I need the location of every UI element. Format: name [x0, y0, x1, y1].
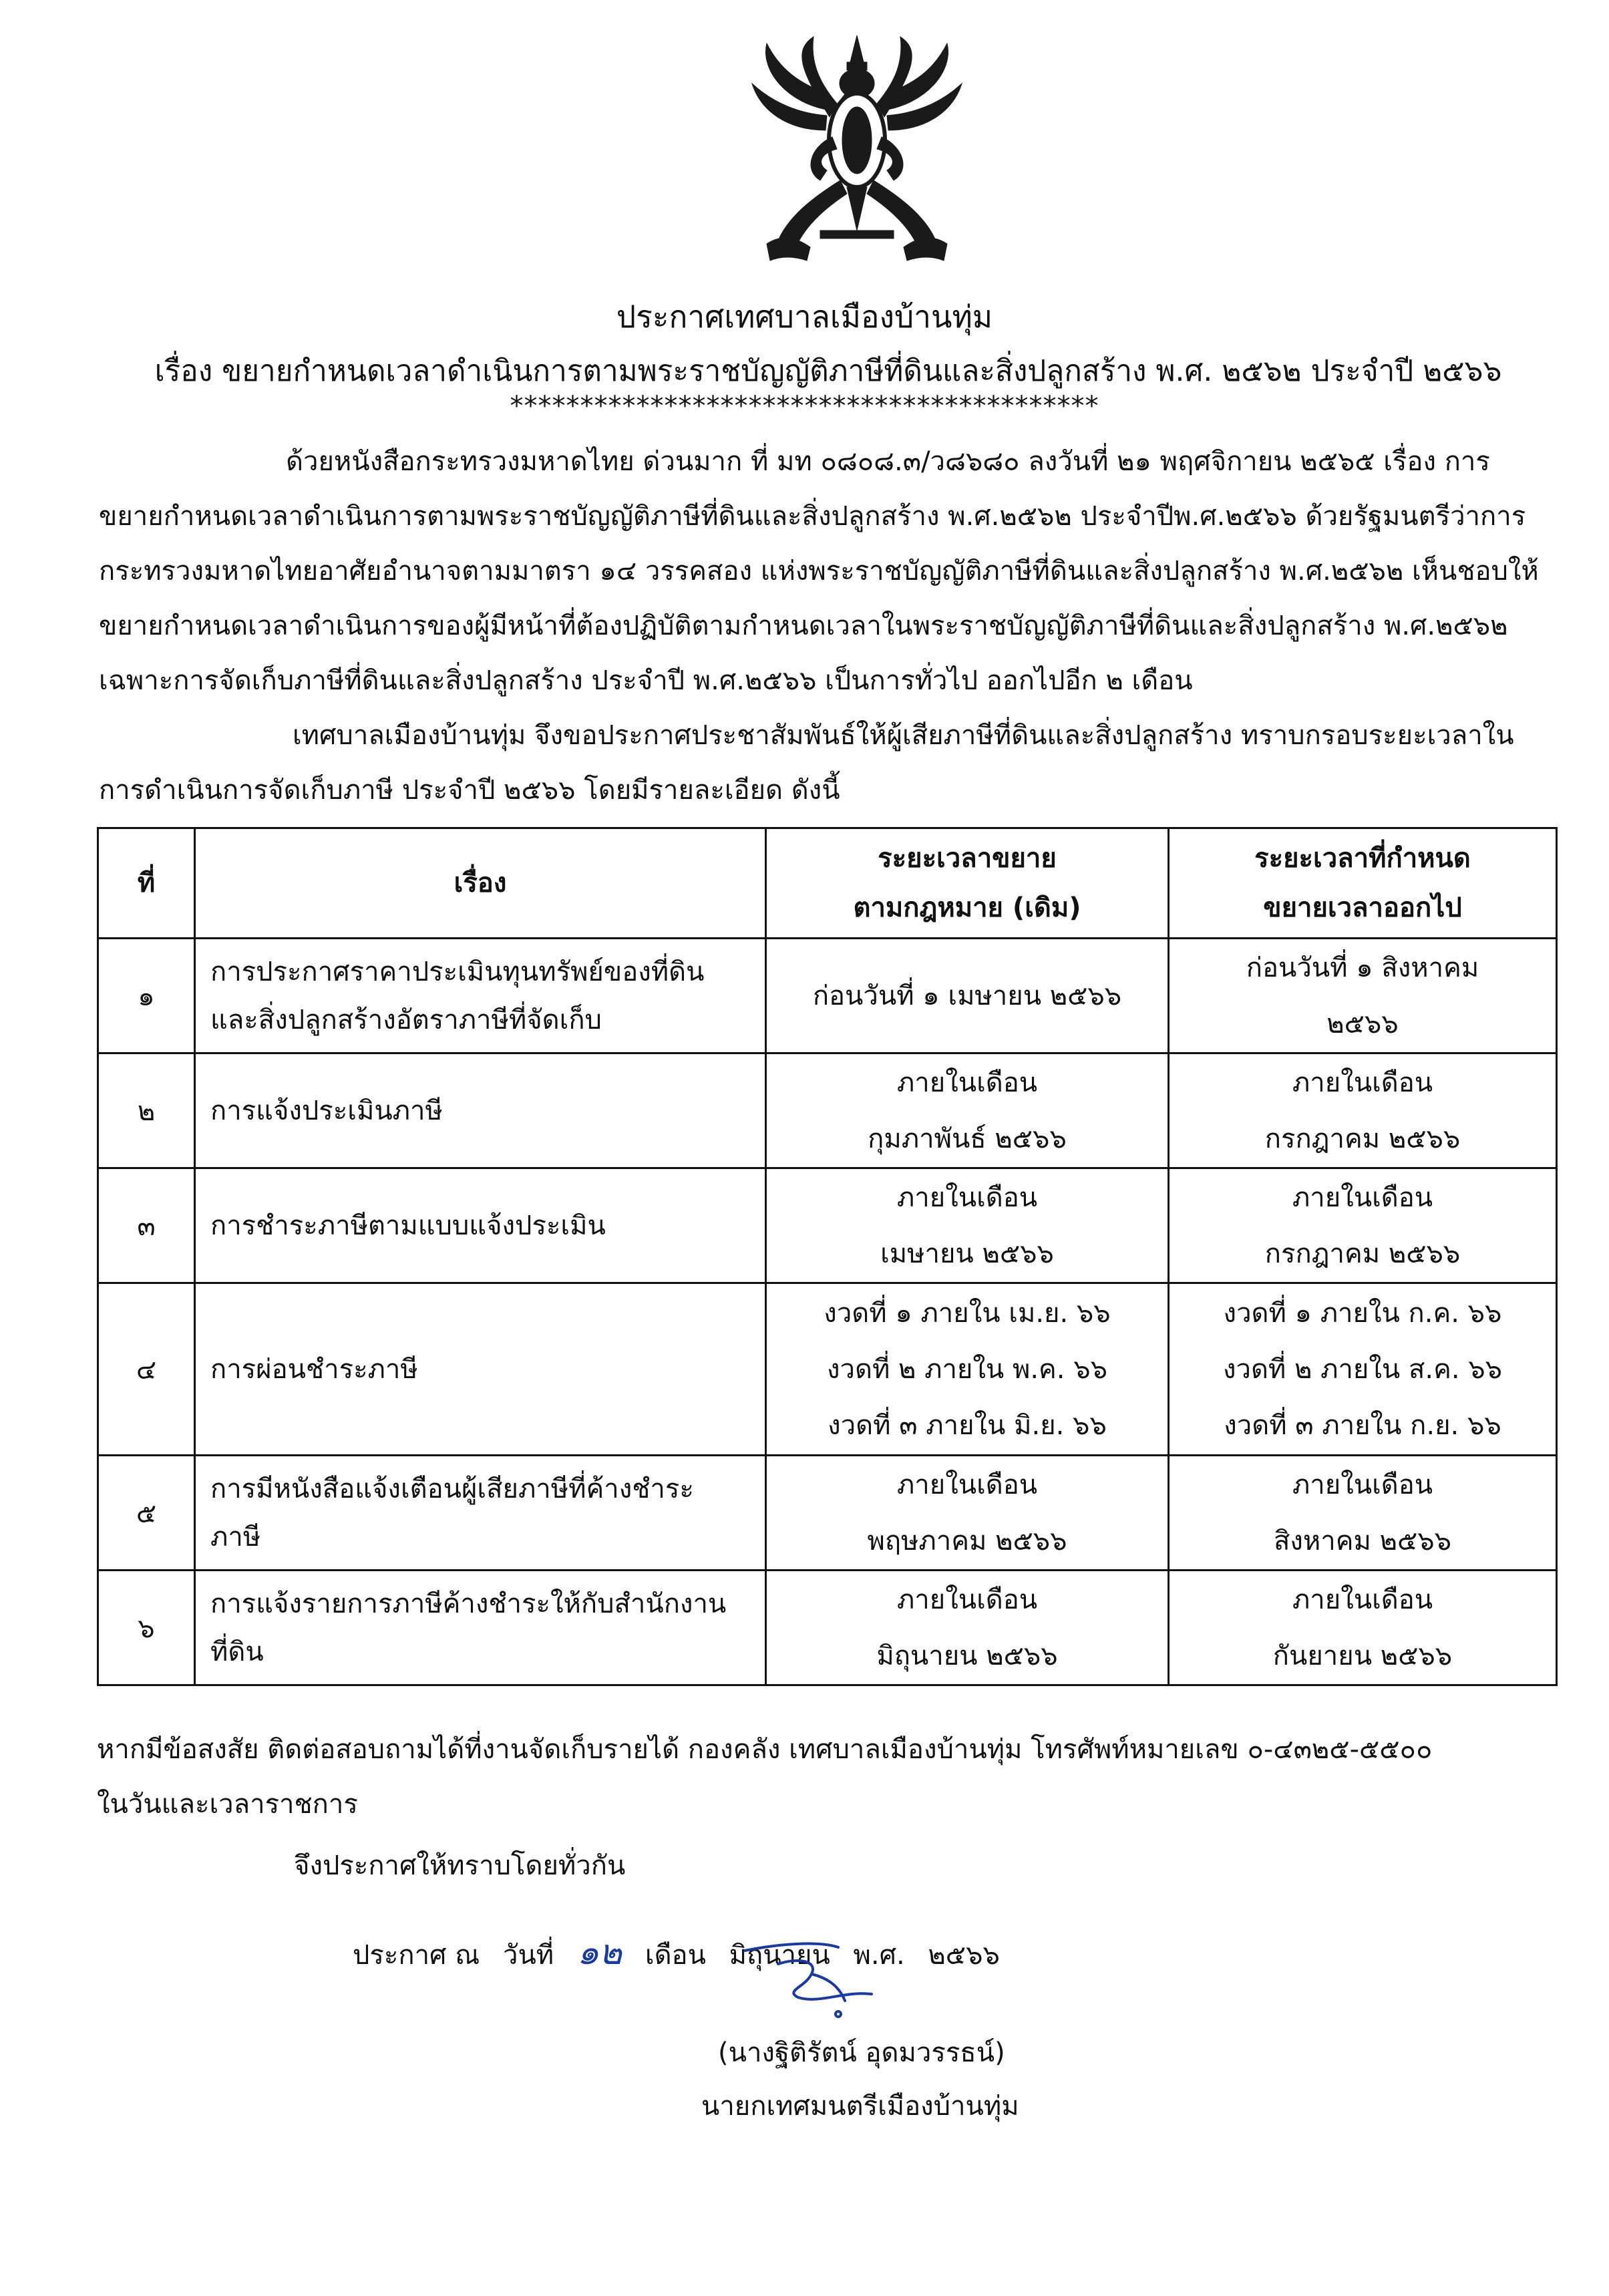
topic-line: การมีหนังสือแจ้งเตือนผู้เสียภาษีที่ค้างชำระ: [210, 1473, 694, 1504]
topic-line: และสิ่งปลูกสร้างอัตราภาษีที่จัดเก็บ: [210, 1004, 602, 1035]
extended-line: ภายในเดือน: [1292, 1182, 1433, 1213]
paragraph-notice: [99, 708, 1585, 818]
date-day: ๑๒: [576, 1933, 622, 1973]
extended-line: ๒๕๖๖: [1326, 1008, 1399, 1039]
extended-line: งวดที่ ๓ ภายใน ก.ย. ๖๖: [1224, 1410, 1501, 1441]
extended-line: งวดที่ ๒ ภายใน ส.ค. ๖๖: [1222, 1353, 1503, 1385]
date-year-label: พ.ศ.: [853, 1940, 905, 1971]
paragraph-line: กระทรวงมหาดไทยอาศัยอำนาจตามมาตรา ๑๔ วรรคสอง แห่งพระราชบัญญัติภาษีที่ดินและสิ่งปลูกสร้าง พ.ศ.๒๕๖๒ เห็นชอบให้: [99, 556, 1539, 587]
paragraph-line: เฉพาะการจัดเก็บภาษีที่ดินและสิ่งปลูกสร้าง ประจำปี พ.ศ.๒๕๖๖ เป็นการทั่วไป ออกไปอีก ๒ เดือน: [99, 665, 1193, 696]
table-row: [98, 1571, 1557, 1685]
legal-line: ภายในเดือน: [896, 1469, 1038, 1500]
garuda-emblem-icon: [747, 30, 967, 277]
extended-line: ภายในเดือน: [1292, 1584, 1433, 1615]
table-row: [98, 1283, 1557, 1456]
extended-line: กรกฎาคม ๒๕๖๖: [1264, 1123, 1461, 1154]
legal-line: ภายในเดือน: [896, 1067, 1038, 1098]
closing-statement: จึงประกาศให้ทราบโดยทั่วกัน: [294, 1850, 626, 1881]
extended-line: งวดที่ ๑ ภายใน ก.ค. ๖๖: [1223, 1297, 1502, 1329]
extended-line: สิงหาคม ๒๕๖๖: [1273, 1525, 1452, 1556]
legal-line: งวดที่ ๑ ภายใน เม.ย. ๖๖: [824, 1297, 1111, 1329]
legal-line: งวดที่ ๓ ภายใน มิ.ย. ๖๖: [828, 1410, 1107, 1441]
legal-line: เมษายน ๒๕๖๖: [880, 1238, 1054, 1269]
row-legal-period: [766, 1456, 1169, 1571]
row-number: ๔: [98, 1283, 195, 1456]
legal-line: กุมภาพันธ์ ๒๕๖๖: [868, 1123, 1067, 1154]
table-row: [98, 1456, 1557, 1571]
paragraph-background: [99, 434, 1585, 708]
topic-line: การผ่อนชำระภาษี: [210, 1353, 418, 1385]
row-legal-period: [766, 939, 1169, 1053]
table-row: [98, 939, 1557, 1053]
topic-line: การแจ้งรายการภาษีค้างชำระให้กับสำนักงาน: [210, 1588, 727, 1619]
date-month-label: เดือน: [645, 1940, 706, 1971]
signer-position: นายกเทศมนตรีเมืองบ้านทุ่ม: [701, 2091, 1019, 2122]
date-day-label: วันที่: [502, 1940, 554, 1971]
legal-line: มิถุนายน ๒๕๖๖: [876, 1640, 1058, 1671]
row-topic: [195, 1283, 766, 1456]
paragraph-line: เทศบาลเมืองบ้านทุ่ม จึงขอประกาศประชาสัมพันธ์ให้ผู้เสียภาษีที่ดินและสิ่งปลูกสร้าง ทราบกรอบระยะเวลาใน: [293, 720, 1514, 751]
topic-line: ภาษี: [210, 1521, 261, 1552]
announcement-subject: เรื่อง ขยายกำหนดเวลาดำเนินการตามพระราชบัญญัติภาษีที่ดินและสิ่งปลูกสร้าง พ.ศ. ๒๕๖๒ ประจำปี ๒๕๖๖: [154, 354, 1502, 388]
header-legal-period: [766, 828, 1169, 939]
row-topic: [195, 1571, 766, 1685]
paragraph-line: ขยายกำหนดเวลาดำเนินการตามพระราชบัญญัติภาษีที่ดินและสิ่งปลูกสร้าง พ.ศ.๒๕๖๒ ประจำปีพ.ศ.๒๕๖๖ ด้วยรัฐมนตรีว่าการ: [99, 501, 1526, 532]
row-extended-period: [1169, 1283, 1557, 1456]
extended-line: ภายในเดือน: [1292, 1067, 1433, 1098]
legal-line: ภายในเดือน: [896, 1182, 1038, 1213]
header-no: ที่: [98, 828, 195, 939]
legal-line: ภายในเดือน: [896, 1584, 1038, 1615]
row-extended-period: [1169, 1456, 1557, 1571]
signature-mark: [738, 1937, 892, 2031]
contact-info: [97, 1722, 1586, 1832]
row-extended-period: [1169, 1168, 1557, 1283]
announcement-date: [353, 1924, 1015, 1979]
extended-line: ภายในเดือน: [1292, 1469, 1433, 1500]
table-row: [98, 1053, 1557, 1168]
legal-line: ก่อนวันที่ ๑ เมษายน ๒๕๖๖: [812, 980, 1122, 1011]
extended-line: กันยายน ๒๕๖๖: [1272, 1640, 1453, 1671]
row-number: ๒: [98, 1053, 195, 1168]
row-extended-period: [1169, 939, 1557, 1053]
schedule-table: [97, 827, 1558, 1686]
topic-line: ที่ดิน: [210, 1636, 264, 1667]
signer-name: (นางฐิติรัตน์ อุดมวรรธน์): [718, 2037, 1005, 2068]
row-topic: [195, 1053, 766, 1168]
legal-line: พฤษภาคม ๒๕๖๖: [867, 1525, 1067, 1556]
row-number: ๖: [98, 1571, 195, 1685]
row-number: ๓: [98, 1168, 195, 1283]
row-number: ๕: [98, 1456, 195, 1571]
topic-line: การชำระภาษีตามแบบแจ้งประเมิน: [210, 1210, 606, 1241]
row-topic: [195, 939, 766, 1053]
header-legal-line: ระยะเวลาขยาย: [878, 843, 1057, 874]
date-prefix: ประกาศ ณ: [353, 1940, 480, 1971]
paragraph-line: ขยายกำหนดเวลาดำเนินการของผู้มีหน้าที่ต้องปฏิบัติตามกำหนดเวลาในพระราชบัญญัติภาษีที่ดินและสิ่งปลูกสร้าง พ.ศ.๒๕๖๒: [99, 611, 1508, 641]
row-legal-period: [766, 1283, 1169, 1456]
row-topic: [195, 1456, 766, 1571]
date-month: มิถุนายน: [729, 1940, 830, 1971]
row-extended-period: [1169, 1053, 1557, 1168]
announcement-title: ประกาศเทศบาลเมืองบ้านทุ่ม: [616, 299, 993, 335]
topic-line: การแจ้งประเมินภาษี: [210, 1095, 443, 1126]
row-extended-period: [1169, 1571, 1557, 1685]
row-legal-period: [766, 1168, 1169, 1283]
header-extended-line: ระยะเวลาที่กำหนด: [1254, 843, 1471, 874]
table-header-row: [98, 828, 1557, 939]
date-year: ๒๕๖๖: [928, 1940, 1000, 1971]
header-extended-period: [1169, 828, 1557, 939]
legal-line: งวดที่ ๒ ภายใน พ.ค. ๖๖: [826, 1353, 1108, 1385]
header-extended-line: ขยายเวลาออกไป: [1263, 892, 1462, 923]
row-legal-period: [766, 1053, 1169, 1168]
paragraph-line: ด้วยหนังสือกระทรวงมหาดไทย ด่วนมาก ที่ มท ๐๘๐๘.๓/ว๘๖๘๐ ลงวันที่ ๒๑ พฤศจิกายน ๒๕๖๕ เรื่อง การ: [286, 446, 1490, 477]
table-row: [98, 1168, 1557, 1283]
header-topic: เรื่อง: [195, 828, 766, 939]
header-legal-line: ตามกฎหมาย (เดิม): [853, 892, 1081, 923]
topic-line: การประกาศราคาประเมินทุนทรัพย์ของที่ดิน: [210, 956, 705, 987]
extended-line: กรกฎาคม ๒๕๖๖: [1264, 1238, 1461, 1269]
paragraph-line: การดำเนินการจัดเก็บภาษี ประจำปี ๒๕๖๖ โดยมีรายละเอียด ดังนี้: [99, 775, 840, 806]
contact-line: ในวันและเวลาราชการ: [97, 1789, 358, 1820]
row-topic: [195, 1168, 766, 1283]
contact-line: หากมีข้อสงสัย ติดต่อสอบถามได้ที่งานจัดเก็บรายได้ กองคลัง เทศบาลเมืองบ้านทุ่ม โทรศัพท์หมายเลข ๐-๔๓๒๕-๕๕๐๐: [97, 1734, 1433, 1765]
row-legal-period: [766, 1571, 1169, 1685]
separator-line: ******************************************: [510, 391, 1099, 422]
extended-line: ก่อนวันที่ ๑ สิงหาคม: [1246, 952, 1479, 983]
row-number: ๑: [98, 939, 195, 1053]
